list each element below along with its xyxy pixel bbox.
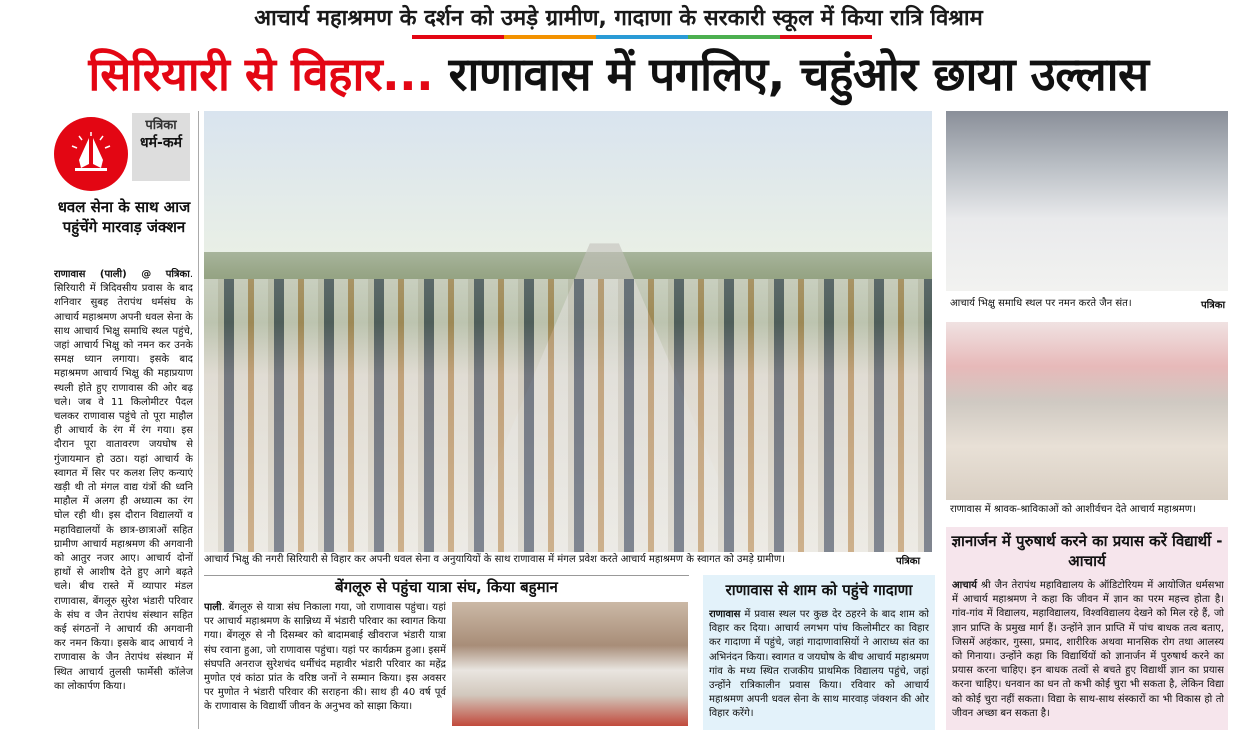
section-name: धर्म-कर्म xyxy=(140,135,182,151)
left-dateline: राणावास (पाली) @ पत्रिका xyxy=(54,269,190,280)
gadana-dateline: राणावास xyxy=(709,609,741,620)
right-photo-1-caption: आचार्य भिक्षु समाधि स्थल पर नमन करते जैन संत। xyxy=(950,298,1132,309)
gyan-story-title: ज्ञानार्जन में पुरुषार्थ करने का प्रयास करें विद्यार्थी - आचार्य xyxy=(951,532,1223,570)
bengaluru-photo xyxy=(452,602,688,726)
main-headline xyxy=(0,41,1237,107)
gyan-story-body xyxy=(952,579,1224,729)
bengaluru-story-body xyxy=(204,601,446,729)
main-headline-black: राणावास में पगलिए, चहुंओर छाया उल्लास xyxy=(448,47,1149,101)
left-body-text: . सिरियारी में त्रिदिवसीय प्रवास के बाद शनिवार सुबह तेरापंथ धर्मसंघ के आचार्य महाश्रमण अपनी धवल सेना के साथ आचार्य भिक्षु समाधि स्थल पहुंचे, जहां आचार्य भिक्षु को नमन कर उनके समक्ष ध्यान लगाया। इसके बाद महाश्रमण आचार्य भिक्षु की महाप्रयाण स्थली होते हुए राणावास की ओर बढ़ चले। जब वे 11 किलोमीटर पैदल चलकर राणावास पहुंचे तो पूरा माहौल ही आचार्य के रंग में रंग गया। इस दौरान पूरा वातावरण जयघोष से गुंजायमान हो उठा। यहां आचार्य के स्वागत में सिर पर कलश लिए कन्याएं खड़ी थी तो मंगल वाद्य यंत्रों की ध्वनि माहौल में अलग ही अध्यात्म का रंग घोल रही थी। इस दौरान विद्यालयों व महाविद्यालयों के छात्र-छात्राओं सहित ग्रामीण आचार्य महाश्रमण की अगवानी को आतुर नजर आए। आचार्य दोनों हाथों से आशीष देते हुए आगे बढ़ते चले। बीच रास्ते में व्यापार मंडल राणावास, बेंगलूरु सुरेश भंडारी परिवार के संघ व जैन तेरापंथ संस्थान सहित कई संगठनों ने आचार्य की अगवानी कर नमन किया। इसके बाद आचार्य ने राणावास के जैन तेरापंथ संस्थान में स्थित आचार्य तुलसी फार्मेसी कॉलेज का लोकार्पण किया। xyxy=(54,269,193,692)
bengaluru-story-title: बेंगलूरु से पहुंचा यात्रा संघ, किया बहुमान xyxy=(204,575,689,598)
right-photo-2 xyxy=(946,322,1228,500)
top-headline: आचार्य महाश्रमण के दर्शन को उमड़े ग्रामीण, गादाणा के सरकारी स्कूल में किया रात्रि विश्राम xyxy=(254,6,983,31)
right-photo-1-credit: पत्रिका xyxy=(1201,300,1226,311)
gadana-body-text: में प्रवास स्थल पर कुछ देर ठहरने के बाद शाम को विहार कर दिया। आचार्य लगभग पांच किलोमीटर का विहार कर गादाणा में पहुंचे, जहां गादाणावासियों ने आराध्य संत का अभिनंदन किया। स्वागत व जयघोष के बीच आचार्य महाश्रमण गांव के मध्य स्थित राजकीय प्राथमिक विद्यालय पहुंचे, जहां उन्होंने रात्रिकालीन प्रवास किया। रविवार को आचार्य महाश्रमण अपनी धवल सेना के साथ मारवाड़ जंक्शन की ओर विहार करेंगे। xyxy=(709,609,929,720)
gadana-story-body xyxy=(709,608,929,728)
praying-hands-icon xyxy=(54,117,128,191)
main-photo-credit: पत्रिका xyxy=(896,556,921,567)
main-photo xyxy=(204,111,932,552)
bengaluru-body-text: . बेंगलूरु से यात्रा संघ निकाला गया, जो राणावास पहुंचा। यहां पर आचार्य महाश्रमण के सान्निध्य में भंडारी परिवार का स्वागत किया गया। बेंगलूरु से नौ दिसम्बर को बादामबाई खीवराज भंडारी यात्रा संघ रवाना हुआ, जो राणावास पहुंचा। यहां पर कार्यक्रम हुआ। इसमें संघपति अनराज सुरेशचंद धर्मीचंद महावीर भंडारी परिवार का महेंद्र मुणोत एवं कांठा प्रांत के वरिष्ठ जनों ने सम्मान किया। इस अवसर पर मुणोत ने भंडारी परिवार की सराहना की। साथ ही 40 वर्ष पूर्व के राणावास के विद्यार्थी जीवन के अनुभव को साझा किया। xyxy=(204,602,446,713)
bengaluru-dateline: पाली xyxy=(204,602,222,613)
main-photo-caption: आचार्य भिक्षु की नगरी सिरियारी से विहार कर अपनी धवल सेना व अनुयायियों के साथ राणावास में मंगल प्रवेश करते आचार्य महाश्रमण के स्वागत को उमड़े ग्रामीण। xyxy=(204,554,785,565)
brand-label: पत्रिका xyxy=(145,118,177,133)
section-label xyxy=(132,113,190,181)
gyan-body-text: श्री जैन तेरापंथ महाविद्यालय के ऑडिटोरियम में आयोजित धर्मसभा में आचार्य महाश्रमण ने कहा कि जीवन में ज्ञान का परम महत्त्व होता है। गांव-गांव में विद्यालय, महाविद्यालय, विश्वविद्यालय देखने को मिल रहे हैं, जो ज्ञान प्राप्ति के प्रमुख मार्ग हैं। उन्होंने ज्ञान प्राप्ति में पांच बाधक तत्व बताए, जिसमें अहंकार, गुस्सा, प्रमाद, शारीरिक अथवा मानसिक रोग तथा आलस्य को गिनाया। उन्होंने कहा कि विद्यार्थियों को ज्ञानार्जन में पुरुषार्थ करने का प्रयास करना चाहिए। इन बाधक तत्वों से बचते हुए विद्यार्थी ज्ञान का प्रयास करना चाहिए। धनवान का धन तो कभी कोई चुरा भी सकता है, लेकिन विद्या को कोई चुरा नहीं सकता। विद्या के साथ-साथ संस्कारों का भी विकास हो तो जीवन अच्छा बन सकता है। xyxy=(952,580,1224,719)
left-column-title: धवल सेना के साथ आज पहुंचेंगे मारवाड़ जंक्शन xyxy=(57,198,191,236)
column-divider xyxy=(198,111,199,729)
left-column-body xyxy=(54,268,193,730)
headline-color-bar xyxy=(412,35,872,39)
right-photo-2-caption: राणावास में श्रावक-श्राविकाओं को आशीर्वचन देते आचार्य महाश्रमण। xyxy=(950,504,1196,515)
main-headline-red: सिरियारी से विहार... xyxy=(88,47,434,101)
right-photo-1 xyxy=(946,111,1228,291)
gadana-story-title: राणावास से शाम को पहुंचे गादाणा xyxy=(725,581,913,599)
gyan-lead: आचार्य xyxy=(952,580,977,591)
